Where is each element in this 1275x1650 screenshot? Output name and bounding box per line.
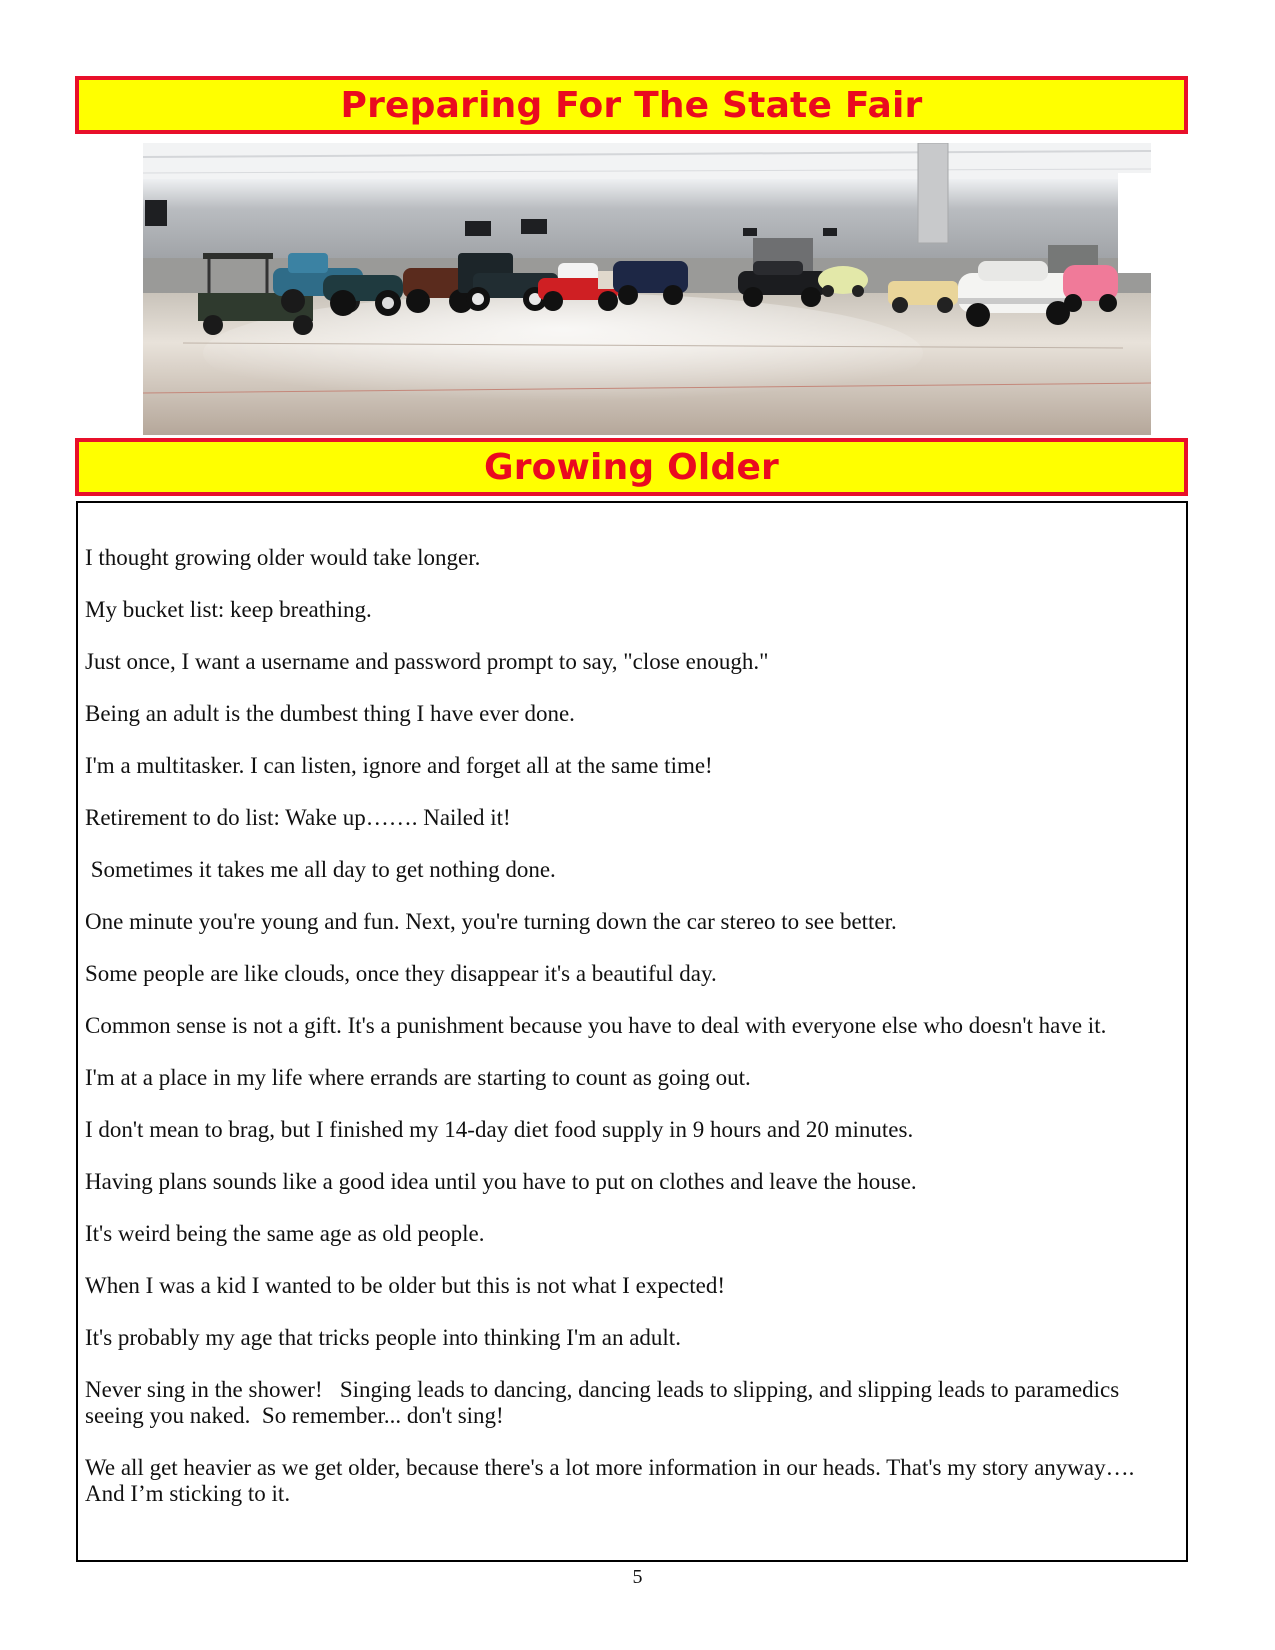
page-number: 5 — [632, 1566, 643, 1588]
joke-line: We all get heavier as we get older, because there's a lot more information in our heads. That's my story anyway…. And I’m sticking to it. — [85, 1455, 1135, 1506]
joke-line: I'm a multitasker. I can listen, ignore and forget all at the same time! — [85, 753, 713, 778]
joke-line: I'm at a place in my life where errands are starting to count as going out. — [85, 1065, 751, 1090]
joke-line: My bucket list: keep breathing. — [85, 597, 372, 622]
jokes-text-box — [76, 501, 1188, 1562]
joke-line: Having plans sounds like a good idea until you have to put on clothes and leave the house. — [85, 1169, 917, 1194]
joke-line: Never sing in the shower! Singing leads to dancing, dancing leads to slipping, and slipping leads to paramedics seeing you naked. So remember... don't sing! — [85, 1377, 1125, 1428]
banner-title: Preparing For The State Fair — [340, 84, 923, 126]
joke-line: One minute you're young and fun. Next, you're turning down the car stereo to see better. — [85, 909, 897, 934]
joke-line: Some people are like clouds, once they disappear it's a beautiful day. — [85, 961, 717, 986]
section-banner-state-fair — [75, 76, 1188, 134]
car-show-photo — [143, 143, 1151, 435]
joke-line: When I was a kid I wanted to be older but this is not what I expected! — [85, 1273, 725, 1298]
section-banner-growing-older — [75, 438, 1188, 496]
joke-line: Being an adult is the dumbest thing I have ever done. — [85, 701, 575, 726]
banner-title: Growing Older — [483, 446, 780, 488]
joke-line: It's probably my age that tricks people into thinking I'm an adult. — [85, 1325, 681, 1350]
joke-line: It's weird being the same age as old people. — [85, 1221, 485, 1246]
joke-line: I thought growing older would take longer. — [85, 545, 481, 570]
joke-line: Sometimes it takes me all day to get nothing done. — [85, 857, 556, 882]
joke-line: Common sense is not a gift. It's a punishment because you have to deal with everyone else who doesn't have it. — [85, 1013, 1107, 1038]
joke-line: Just once, I want a username and password prompt to say, "close enough." — [85, 649, 769, 674]
joke-line: I don't mean to brag, but I finished my 14-day diet food supply in 9 hours and 20 minutes. — [85, 1117, 914, 1142]
joke-line: Retirement to do list: Wake up……. Nailed it! — [85, 805, 511, 830]
